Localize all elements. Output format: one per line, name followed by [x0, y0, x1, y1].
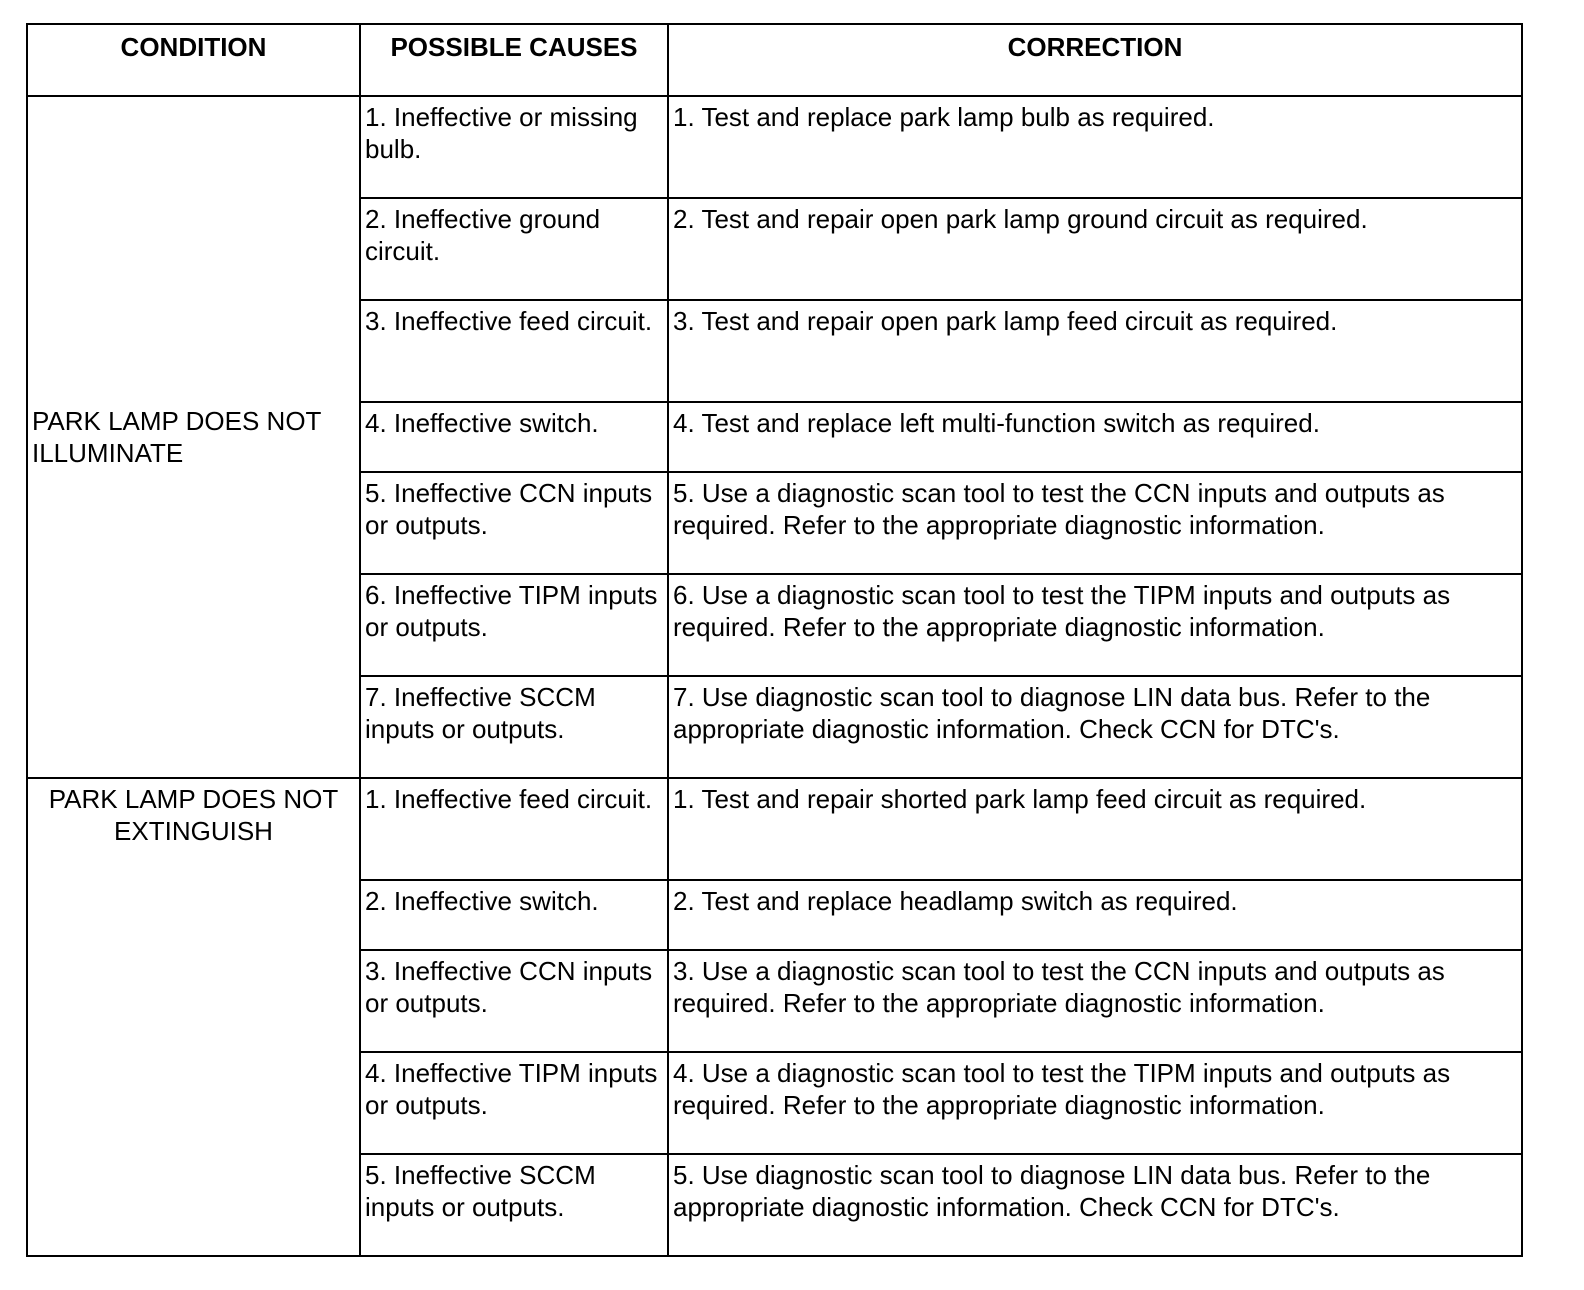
cause-cell: 4. Ineffective switch.: [360, 402, 668, 472]
correction-cell: 6. Use a diagnostic scan tool to test the TIPM inputs and outputs as required. Refer to the appropriate diagnostic information.: [668, 574, 1522, 676]
header-correction: CORRECTION: [668, 24, 1522, 96]
correction-cell: 1. Test and replace park lamp bulb as required.: [668, 96, 1522, 198]
cause-cell: 7. Ineffective SCCM inputs or outputs.: [360, 676, 668, 778]
correction-cell: 7. Use diagnostic scan tool to diagnose LIN data bus. Refer to the appropriate diagnostic information. Check CCN for DTC's.: [668, 676, 1522, 778]
correction-cell: 3. Use a diagnostic scan tool to test the CCN inputs and outputs as required. Refer to the appropriate diagnostic information.: [668, 950, 1522, 1052]
cause-cell: 6. Ineffective TIPM inputs or outputs.: [360, 574, 668, 676]
correction-cell: 1. Test and repair shorted park lamp feed circuit as required.: [668, 778, 1522, 880]
diagnosis-table: [26, 23, 1523, 1257]
correction-cell: 5. Use a diagnostic scan tool to test the CCN inputs and outputs as required. Refer to the appropriate diagnostic information.: [668, 472, 1522, 574]
cause-cell: 2. Ineffective ground circuit.: [360, 198, 668, 300]
cause-cell: 1. Ineffective feed circuit.: [360, 778, 668, 880]
correction-cell: 4. Use a diagnostic scan tool to test the TIPM inputs and outputs as required. Refer to the appropriate diagnostic information.: [668, 1052, 1522, 1154]
cause-cell: 3. Ineffective CCN inputs or outputs.: [360, 950, 668, 1052]
cause-cell: 5. Ineffective CCN inputs or outputs.: [360, 472, 668, 574]
cause-cell: 2. Ineffective switch.: [360, 880, 668, 950]
correction-cell: 2. Test and repair open park lamp ground circuit as required.: [668, 198, 1522, 300]
correction-cell: 2. Test and replace headlamp switch as required.: [668, 880, 1522, 950]
condition-cell: PARK LAMP DOES NOT ILLUMINATE: [27, 96, 360, 778]
header-condition: CONDITION: [27, 24, 360, 96]
cause-cell: 4. Ineffective TIPM inputs or outputs.: [360, 1052, 668, 1154]
correction-cell: 5. Use diagnostic scan tool to diagnose LIN data bus. Refer to the appropriate diagnostic information. Check CCN for DTC's.: [668, 1154, 1522, 1256]
cause-cell: 3. Ineffective feed circuit.: [360, 300, 668, 402]
table-row: [27, 778, 1522, 880]
condition-cell: PARK LAMP DOES NOT EXTINGUISH: [27, 778, 360, 1256]
cause-cell: 1. Ineffective or missing bulb.: [360, 96, 668, 198]
table-row: [27, 96, 1522, 198]
correction-cell: 4. Test and replace left multi-function switch as required.: [668, 402, 1522, 472]
header-possible-causes: POSSIBLE CAUSES: [360, 24, 668, 96]
header-row: [27, 24, 1522, 96]
correction-cell: 3. Test and repair open park lamp feed circuit as required.: [668, 300, 1522, 402]
cause-cell: 5. Ineffective SCCM inputs or outputs.: [360, 1154, 668, 1256]
